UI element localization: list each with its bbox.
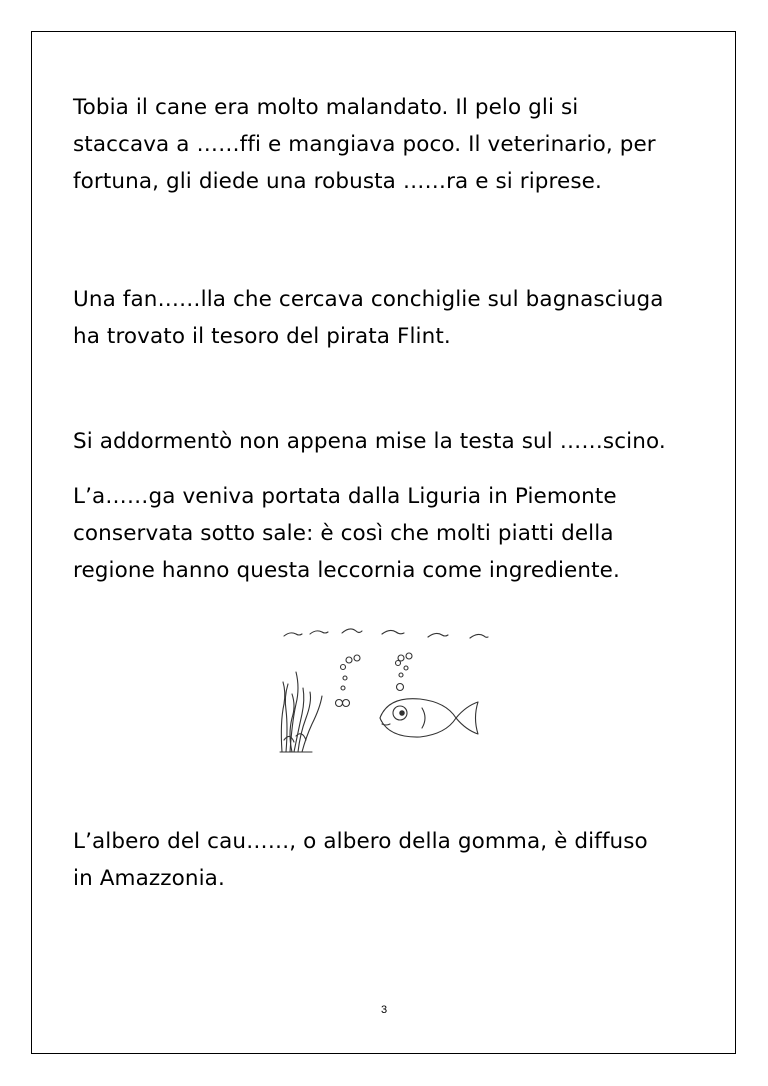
text-line: Si addormentò non appena mise la testa sul ……scino. <box>73 429 666 454</box>
sea-illustration <box>270 622 500 757</box>
text-line: conservata sotto sale: è così che molti piatti della <box>73 521 614 546</box>
text-line: in Amazzonia. <box>73 866 225 891</box>
text-line: staccava a ……ffi e mangiava poco. Il veterinario, per <box>73 132 656 157</box>
paragraph-cuscino <box>73 423 713 460</box>
fish-icon <box>380 699 478 737</box>
text-line: L’albero del cau……, o albero della gomma, è diffuso <box>73 829 648 854</box>
wave-icon <box>284 629 488 638</box>
paragraph-fanciulla <box>73 281 713 355</box>
text-line: fortuna, gli diede una robusta ……ra e si riprese. <box>73 169 602 194</box>
bubble-icon <box>396 653 413 691</box>
text-line: Una fan……lla che cercava conchiglie sul bagnasciuga <box>73 287 664 312</box>
seaweed-icon <box>280 672 322 752</box>
bubble-icon <box>336 655 361 707</box>
paragraph-acciuga <box>73 478 713 589</box>
page-number: 3 <box>380 1004 388 1016</box>
text-line: ha trovato il tesoro del pirata Flint. <box>73 324 451 349</box>
text-line: regione hanno questa leccornia come ingrediente. <box>73 558 620 583</box>
text-line: Tobia il cane era molto malandato. Il pelo gli si <box>73 95 579 120</box>
paragraph-caucciu <box>73 823 713 897</box>
paragraph-tobia <box>73 89 713 200</box>
text-line: L’a……ga veniva portata dalla Liguria in Piemonte <box>73 484 617 509</box>
